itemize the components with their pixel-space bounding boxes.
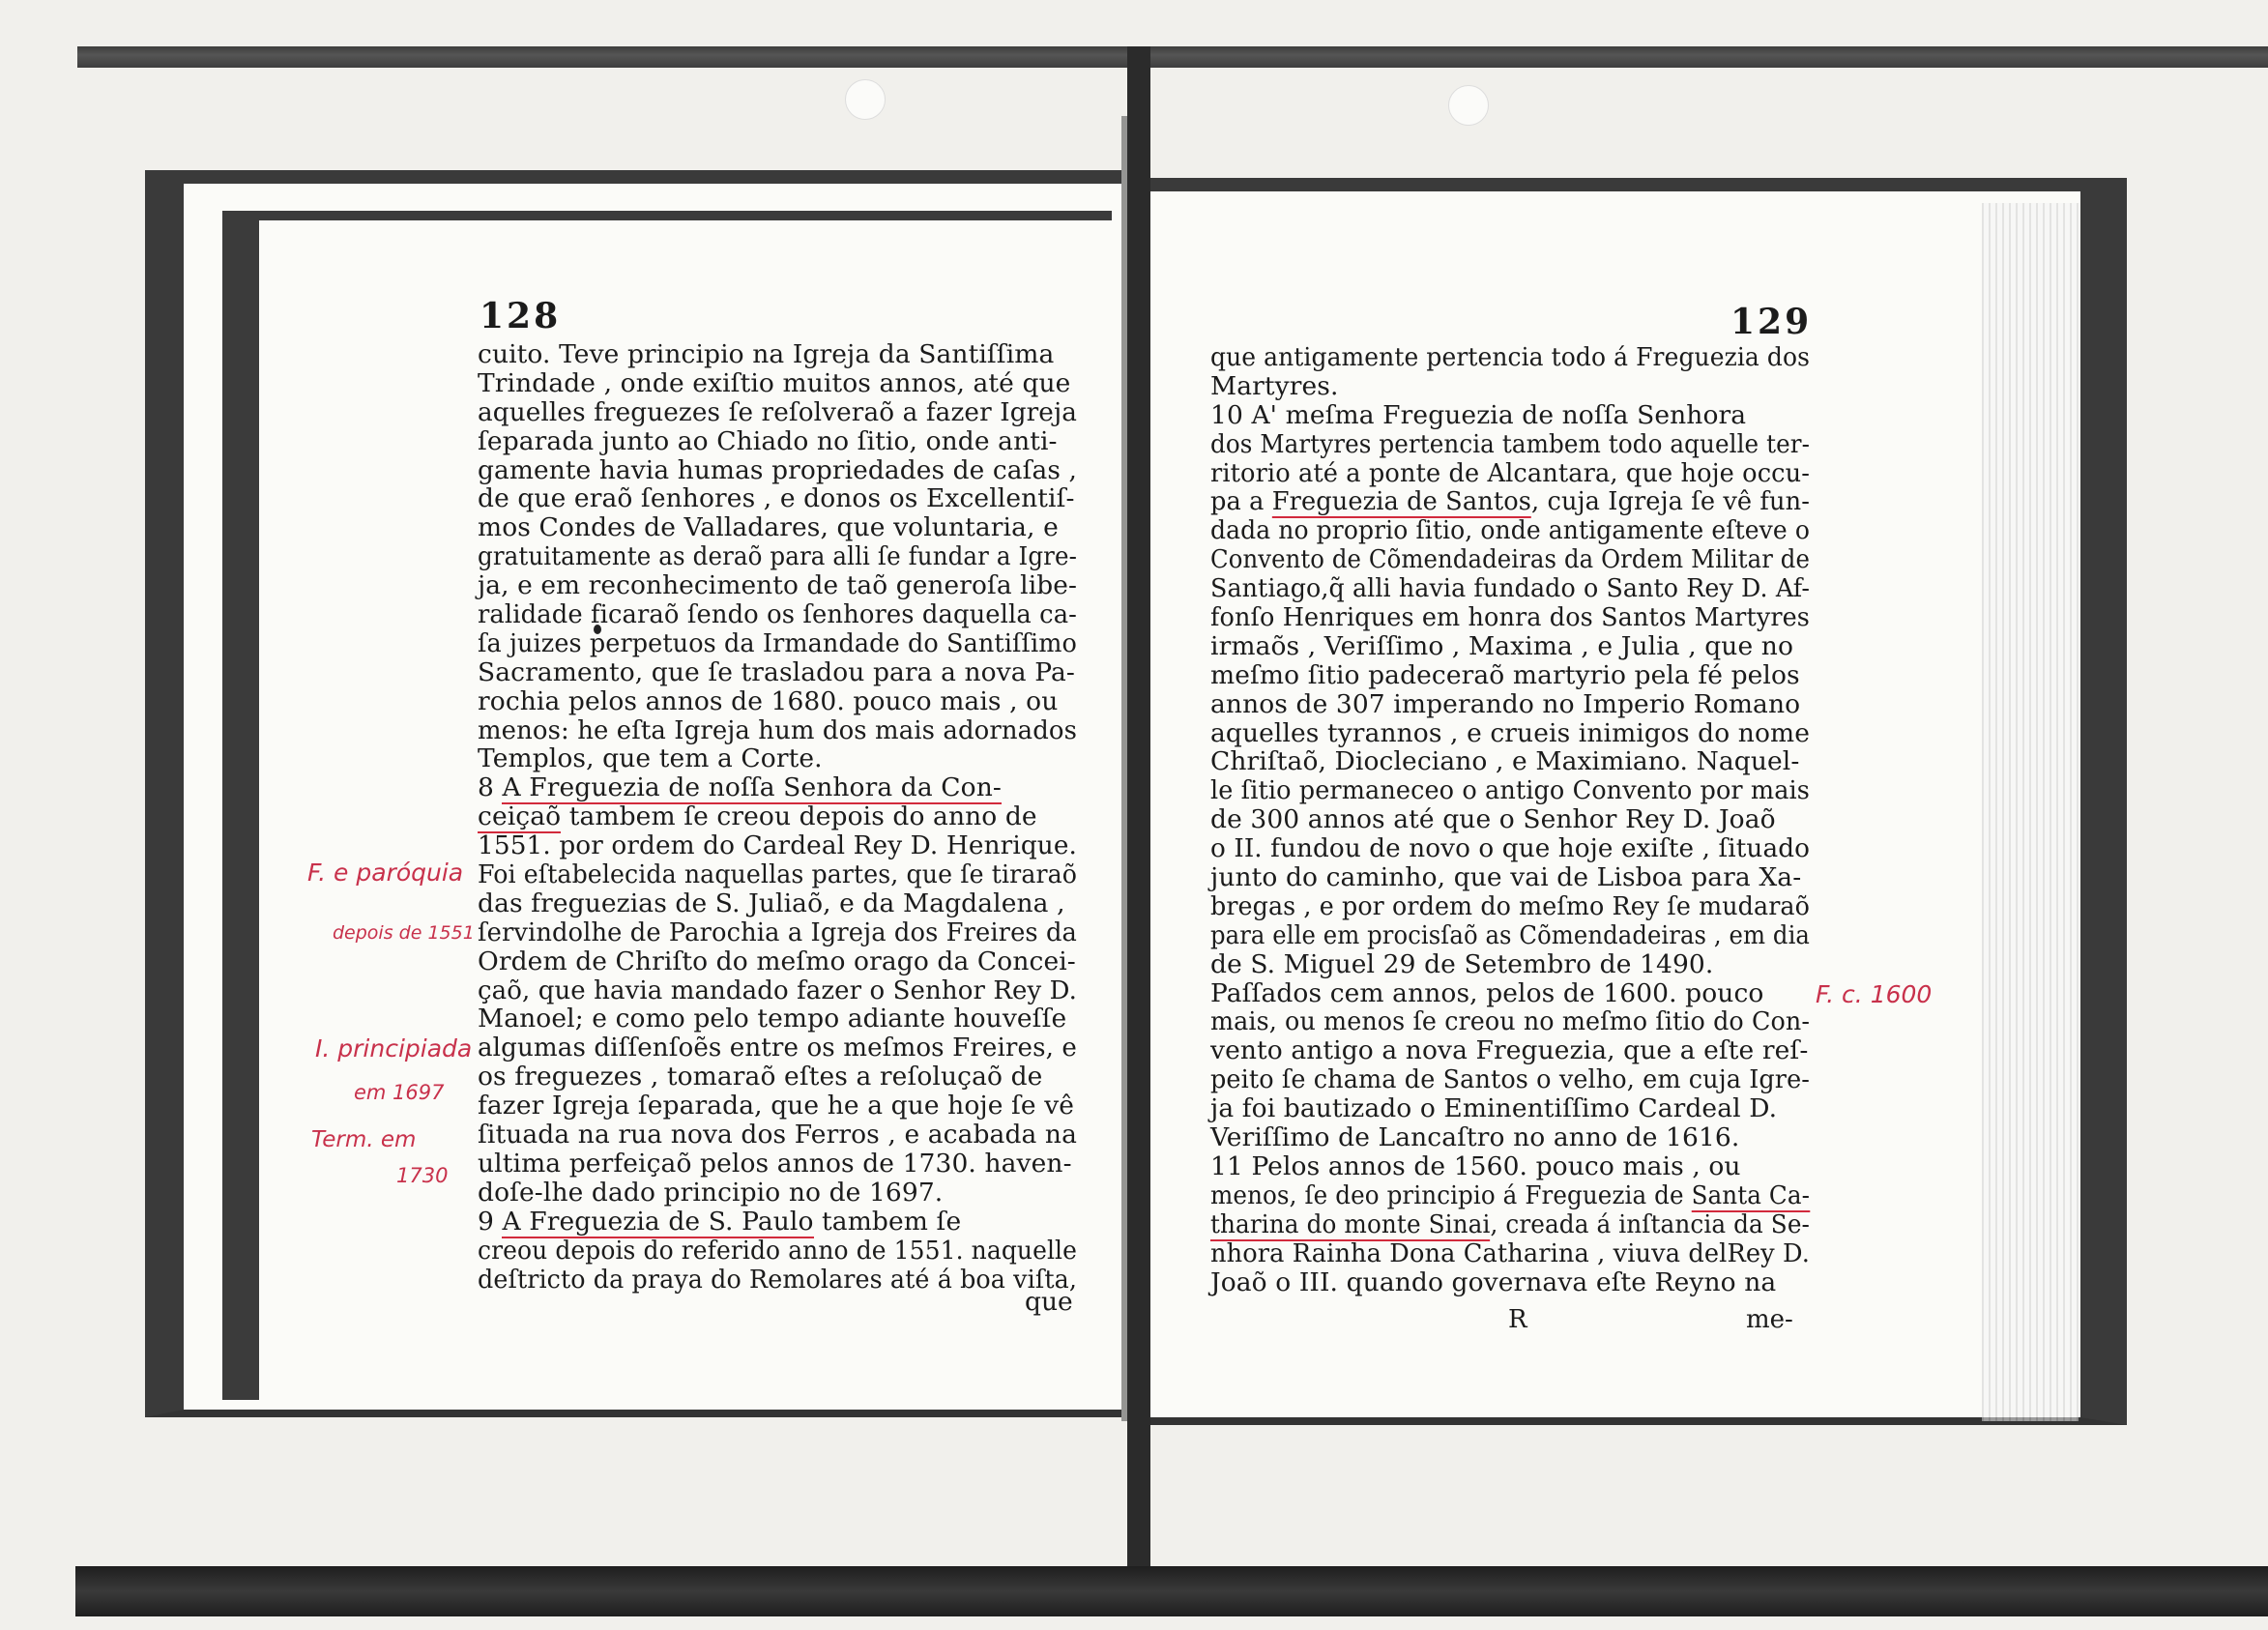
red-underline: Freguezia de Santos	[1271, 486, 1532, 517]
red-underline: ceiçaõ	[478, 801, 562, 832]
scan-top-bar	[77, 46, 2268, 68]
text-line: annos de 307 imperando no Imperio Romano	[1210, 688, 1801, 719]
text-line: cuito. Teve principio na Igreja da Santiſſima	[478, 339, 1055, 369]
text-line: Chriſtaõ, Diocleciano , e Maximiano. Naquel-	[1210, 746, 1800, 777]
text-line: algumas diſſenſoẽs entre os meſmos Freires, e	[478, 1033, 1077, 1063]
text-line: rochia pelos annos de 1680. pouco mais , ou	[478, 685, 1059, 716]
text-line: dada no proprio ſitio, onde antigamente eſteve o	[1210, 515, 1810, 546]
text-line: gratuitamente as deraõ para alli ſe fundar a Igre-	[478, 541, 1077, 572]
text-line: de que eraõ ſenhores , e donos os Excellentiſ-	[478, 483, 1075, 514]
text-line: menos, ſe deo principio á Freguezia de Santa Ca-	[1210, 1179, 1810, 1210]
annotation-parish: F. e paróquia	[307, 859, 464, 887]
text-line: ultima perfeiçaõ pelos annos de 1730. haven-	[478, 1148, 1072, 1179]
text-line: ritorio até a ponte de Alcantara, que hoje occu-	[1210, 457, 1810, 488]
text-line: deſtricto da praya do Remolares até á boa viſta,	[478, 1264, 1077, 1295]
red-underline: A Freguezia de S. Paulo	[502, 1206, 814, 1237]
text-line: mos Condes de Valladares, que voluntaria, e	[478, 512, 1059, 543]
text-line: creou depois do referido anno de 1551. naquelle	[478, 1235, 1077, 1266]
red-underline: A Freguezia de noſſa Senhora da Con-	[502, 772, 1002, 803]
text-line: Trindade , onde exiſtio muitos annos, até que	[478, 367, 1071, 398]
text-line: Sacramento, que ſe trasladou para a nova Pa-	[478, 656, 1075, 687]
text-line: ralidade ficaraõ ſendo os ſenhores daquella ca-	[478, 599, 1077, 630]
annotation-1697: em 1697	[354, 1081, 445, 1104]
text-line: Convento de Cõmendadeiras da Ordem Militar de	[1210, 544, 1810, 575]
text-line: 1551. por ordem do Cardeal Rey D. Henrique.	[478, 830, 1077, 861]
text-line: çaõ, que havia mandado fazer o Senhor Rey D.	[478, 975, 1077, 1005]
text-line: que antigamente pertencia todo á Freguezia dos	[1210, 342, 1810, 372]
text-line: ceiçaõ tambem ſe creou depois do anno de	[478, 801, 1037, 832]
text-line: ſa juizes perpetuos da Irmandade do Santiſſimo	[478, 627, 1077, 658]
text-line: bregas , e por ordem do meſmo Rey ſe mudaraõ	[1210, 890, 1810, 921]
right-page-text	[1210, 343, 1810, 1296]
text-line: 8 A Freguezia de noſſa Senhora da Con-	[478, 772, 1002, 803]
text-line: Santiago,q̃ alli havia fundado o Santo Rey D. Af-	[1210, 573, 1810, 604]
catchword-right: me-	[1746, 1305, 1793, 1334]
text-line: pa a Freguezia de Santos, cuja Igreja ſe vê fun-	[1210, 486, 1810, 517]
text-line: para elle em procisſaõ as Cõmendadeiras , em dia	[1210, 919, 1810, 950]
text-line: ſervindolhe de Parochia a Igreja dos Freires da	[478, 917, 1077, 947]
text-line: aquelles freguezes ſe reſolveraõ a fazer Igreja	[478, 396, 1077, 427]
scan-bottom-bar	[75, 1566, 2268, 1616]
text-line: le ſitio permaneceo o antigo Convento por mais	[1210, 775, 1810, 806]
text-line: ja, e em reconhecimento de taõ generoſa libe-	[478, 570, 1077, 601]
text-line: nhora Rainha Dona Catharina , viuva delRey D.	[1210, 1237, 1810, 1268]
text-line: de 300 annos até que o Senhor Rey D. Joaõ	[1210, 804, 1776, 835]
annotation-begun: I. principiada	[315, 1034, 473, 1062]
text-line: gamente havia humas propriedades de caſas ,	[478, 454, 1077, 485]
text-line: ſituada na rua nova dos Ferros , e acabada na	[478, 1120, 1077, 1150]
text-line: Templos, que tem a Corte.	[478, 743, 823, 774]
text-line: mais, ou menos ſe creou no meſmo ſitio do Con-	[1210, 1006, 1810, 1037]
text-line: dos Martyres pertencia tambem todo aquelle ter-	[1210, 428, 1810, 459]
text-line: Ordem de Chriſto do meſmo orago da Concei-	[478, 946, 1076, 976]
annotation-c1600: F. c. 1600	[1816, 980, 1933, 1008]
text-line: irmaõs , Veriſſimo , Maxima , e Julia , que no	[1210, 630, 1793, 661]
text-line: menos: he eſta Igreja hum dos mais adornados	[478, 714, 1077, 745]
text-line: Manoel; e como pelo tempo adiante houveſſe	[478, 1004, 1067, 1034]
left-page-text	[478, 340, 1077, 1294]
text-line: os freguezes , tomaraõ eſtes a reſoluçaõ de	[478, 1062, 1043, 1092]
text-line: Martyres.	[1210, 370, 1339, 401]
text-line: ja foi bautizado o Eminentiſſimo Cardeal D.	[1210, 1093, 1778, 1124]
annotation-after-1551: depois de 1551	[333, 922, 475, 944]
text-line: doſe-lhe dado principio no de 1697.	[478, 1177, 944, 1208]
text-line: 9 A Freguezia de S. Paulo tambem ſe	[478, 1206, 962, 1237]
text-line: fazer Igreja ſeparada, que he a que hoje ſe vê	[478, 1091, 1075, 1121]
catchword-left: que	[1025, 1287, 1073, 1317]
annotation-finished: Term. em	[311, 1127, 417, 1152]
punch-hole-right	[1448, 85, 1489, 126]
text-line: vento antigo a nova Freguezia, que a eſte reſ-	[1210, 1035, 1809, 1066]
text-line: 11 Pelos annos de 1560. pouco mais , ou	[1210, 1150, 1741, 1181]
page-number-left: 128	[480, 296, 562, 336]
text-line: ſeparada junto ao Chiado no ſitio, onde anti-	[478, 425, 1058, 456]
punch-hole-left	[845, 79, 886, 120]
text-line: de S. Miguel 29 de Setembro de 1490.	[1210, 948, 1714, 979]
red-underline: tharina do monte Sinai	[1210, 1208, 1491, 1239]
annotation-1730: 1730	[396, 1164, 449, 1187]
red-underline: Santa Ca-	[1691, 1179, 1810, 1210]
text-line: fonſo Henriques em honra dos Santos Martyres	[1210, 602, 1810, 633]
text-line: aquelles tyrannos , e crueis inimigos do nome	[1210, 717, 1810, 748]
book-gutter	[1127, 46, 1150, 1566]
text-line: Veriſſimo de Lancaſtro no anno de 1616.	[1210, 1122, 1740, 1153]
text-line: junto do caminho, que vai de Lisboa para Xa-	[1210, 862, 1802, 893]
right-page-edge	[1982, 203, 2079, 1421]
text-line: peito ſe chama de Santos o velho, em cuja Igre-	[1210, 1064, 1810, 1095]
text-line: meſmo ſitio padeceraõ martyrio pela fé pelos	[1210, 659, 1800, 690]
text-line: das freguezias de S. Juliaõ, e da Magdalena ,	[478, 888, 1065, 918]
text-line: Foi eſtabelecida naquellas partes, que ſe tiraraõ	[478, 859, 1077, 890]
text-line: Paſſados cem annos, pelos de 1600. pouco	[1210, 977, 1764, 1008]
text-line: 10 A' meſma Freguezia de noſſa Senhora	[1210, 399, 1747, 430]
text-line: o II. fundou de novo o que hoje exiſte , ſituado	[1210, 833, 1810, 864]
text-line: tharina do monte Sinai, creada á inſtancia da Se-	[1210, 1208, 1810, 1239]
signature-mark: R	[1508, 1305, 1527, 1334]
page-number-right: 129	[1730, 302, 1813, 342]
text-line: Joaõ o III. quando governava eſte Reyno na	[1210, 1266, 1777, 1297]
